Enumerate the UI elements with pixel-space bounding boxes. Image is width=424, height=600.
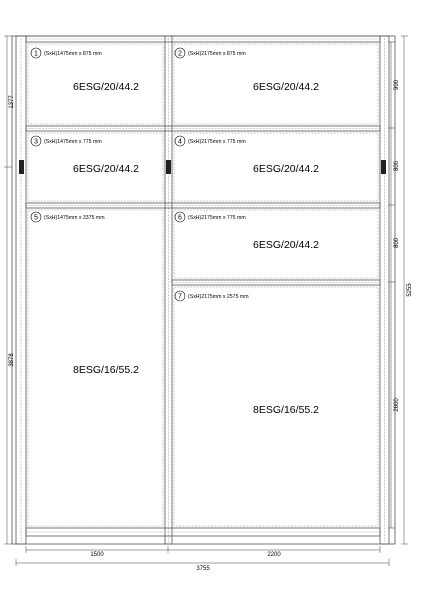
panel-number: 5 [34,214,38,222]
dimension-right-row4: 2600 [394,398,400,412]
panel-number: 4 [178,138,182,146]
panel-number: 3 [34,138,38,146]
panel-spec: (SxH)1475mm x 775 mm [44,139,102,145]
right-dimensions [388,36,413,544]
dimension-bottom-total: 3755 [196,566,210,572]
panel-glass-type: 8ESG/16/55.2 [253,404,319,416]
panel-number: 6 [178,214,182,222]
connector-mid [166,160,171,174]
panel-spec: (SxH)1475mm x 875 mm [44,51,102,57]
panel-number: 2 [178,50,182,58]
dimension-left-upper: 1377 [9,95,15,109]
panel-3 [28,133,163,201]
dimension-right-row1: 900 [394,79,400,91]
panel-5 [28,210,163,526]
dimension-bottom-right: 2200 [267,552,281,558]
panel-glass-type: 6ESG/20/44.2 [253,81,319,93]
panel-1 [28,44,163,124]
panel-spec: (SxH)2175mm x 775 mm [188,139,246,145]
panel-glass-type: 8ESG/16/55.2 [73,364,139,376]
panel-number: 7 [178,293,182,301]
connector-right [381,160,386,174]
panel-glass-type: 6ESG/20/44.2 [253,239,319,251]
bottom-dimensions [16,546,389,572]
panel-glass-type: 6ESG/20/44.2 [253,163,319,175]
panel-spec: (SxH)2175mm x 2575 mm [188,294,249,300]
connector-left [19,160,24,174]
dimension-right-total: 5255 [407,283,413,297]
dimension-bottom-left: 1500 [90,552,104,558]
panel-2 [174,44,378,124]
panel-glass-type: 6ESG/20/44.2 [73,163,139,175]
panel-6 [174,210,378,278]
dimension-right-row3: 800 [394,237,400,249]
panel-glass-type: 6ESG/20/44.2 [73,81,139,93]
outer-frame [12,36,395,544]
panel-4 [174,133,378,201]
panel-7 [174,287,378,526]
left-dimensions [4,36,15,544]
panel-spec: (SxH)2175mm x 875 mm [188,51,246,57]
frame [12,36,395,544]
dimension-left-lower: 3878 [9,353,15,367]
dimension-right-row2: 800 [394,160,400,172]
panel-spec: (SxH)1475mm x 3375 mm [44,215,105,221]
panel-number: 1 [34,50,38,58]
panel-spec: (SxH)2175mm x 775 mm [188,215,246,221]
